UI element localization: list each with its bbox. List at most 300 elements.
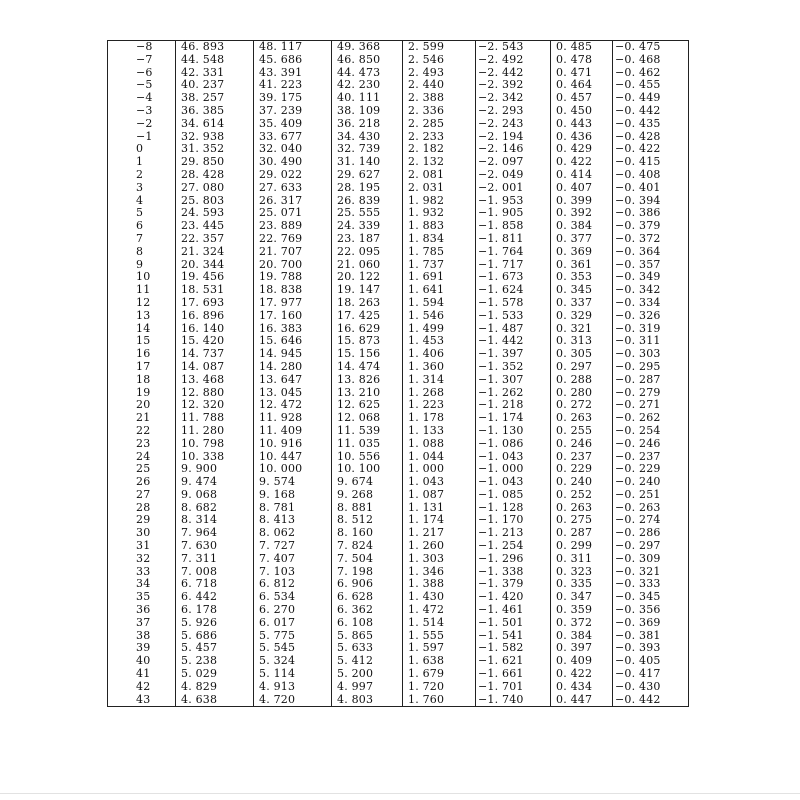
table-cell: 38. 109: [332, 105, 403, 118]
table-cell: 1. 268: [403, 387, 476, 400]
table-cell: −0. 345: [613, 591, 689, 604]
table-cell: 22. 095: [332, 246, 403, 259]
table-cell: −0. 435: [613, 118, 689, 131]
table-cell: 1. 406: [403, 348, 476, 361]
table-cell: 22. 769: [254, 233, 332, 246]
table-cell: −1. 170: [476, 514, 551, 527]
row-index-cell: 34: [108, 578, 176, 591]
table-cell: 12. 472: [254, 399, 332, 412]
table-cell: 6. 534: [254, 591, 332, 604]
row-index-cell: 11: [108, 284, 176, 297]
table-cell: 0. 252: [551, 489, 613, 502]
table-cell: −1. 262: [476, 387, 551, 400]
table-cell: 36. 385: [176, 105, 254, 118]
page-bottom-rule: [0, 793, 800, 794]
table-cell: 1. 785: [403, 246, 476, 259]
table-cell: −1. 254: [476, 540, 551, 553]
table-cell: 2. 546: [403, 54, 476, 67]
table-cell: 0. 436: [551, 131, 613, 144]
table-row: [108, 374, 689, 387]
table-cell: −1. 905: [476, 207, 551, 220]
row-index-cell: 6: [108, 220, 176, 233]
table-row: [108, 41, 689, 54]
table-cell: −1. 128: [476, 502, 551, 515]
table-cell: 24. 593: [176, 207, 254, 220]
table-cell: 5. 114: [254, 668, 332, 681]
table-cell: 0. 329: [551, 310, 613, 323]
table-cell: 11. 539: [332, 425, 403, 438]
table-cell: 17. 425: [332, 310, 403, 323]
table-cell: 0. 369: [551, 246, 613, 259]
table-cell: 15. 420: [176, 335, 254, 348]
row-index-cell: 30: [108, 527, 176, 540]
table-cell: 32. 739: [332, 143, 403, 156]
table-cell: 32. 040: [254, 143, 332, 156]
table-cell: 10. 916: [254, 438, 332, 451]
row-index-cell: 43: [108, 694, 176, 707]
table-cell: −0. 393: [613, 642, 689, 655]
row-index-cell: 15: [108, 335, 176, 348]
table-cell: −1. 541: [476, 630, 551, 643]
table-cell: −0. 462: [613, 67, 689, 80]
table-cell: 1. 133: [403, 425, 476, 438]
table-cell: 7. 504: [332, 553, 403, 566]
table-row: [108, 220, 689, 233]
row-index-cell: −3: [108, 105, 176, 118]
table-cell: −0. 455: [613, 79, 689, 92]
table-cell: 7. 824: [332, 540, 403, 553]
table-cell: 45. 686: [254, 54, 332, 67]
table-cell: −0. 287: [613, 374, 689, 387]
table-cell: −1. 582: [476, 642, 551, 655]
table-cell: −2. 243: [476, 118, 551, 131]
table-cell: 16. 896: [176, 310, 254, 323]
table-cell: 8. 512: [332, 514, 403, 527]
table-cell: 10. 447: [254, 451, 332, 464]
table-cell: −1. 085: [476, 489, 551, 502]
table-cell: 5. 457: [176, 642, 254, 655]
table-cell: 18. 838: [254, 284, 332, 297]
table-cell: 6. 812: [254, 578, 332, 591]
table-cell: −1. 218: [476, 399, 551, 412]
row-index-cell: 36: [108, 604, 176, 617]
table-row: [108, 259, 689, 272]
table-cell: 0. 280: [551, 387, 613, 400]
table-cell: −1. 086: [476, 438, 551, 451]
table-cell: 0. 263: [551, 502, 613, 515]
table-row: [108, 182, 689, 195]
table-cell: −1. 213: [476, 527, 551, 540]
table-row: [108, 527, 689, 540]
table-cell: 1. 932: [403, 207, 476, 220]
table-cell: 26. 317: [254, 195, 332, 208]
table-cell: 1. 430: [403, 591, 476, 604]
row-index-cell: 22: [108, 425, 176, 438]
table-cell: 13. 210: [332, 387, 403, 400]
table-row: [108, 463, 689, 476]
table-cell: 7. 008: [176, 566, 254, 579]
table-cell: −1. 701: [476, 681, 551, 694]
table-row: [108, 694, 689, 707]
table-cell: −0. 401: [613, 182, 689, 195]
table-cell: 5. 865: [332, 630, 403, 643]
table-row: [108, 630, 689, 643]
table-cell: −0. 379: [613, 220, 689, 233]
table-cell: 1. 641: [403, 284, 476, 297]
table-cell: 19. 788: [254, 271, 332, 284]
table-cell: −0. 386: [613, 207, 689, 220]
table-cell: 25. 071: [254, 207, 332, 220]
table-cell: −0. 442: [613, 694, 689, 707]
table-cell: 1. 594: [403, 297, 476, 310]
table-cell: 6. 718: [176, 578, 254, 591]
table-cell: 16. 383: [254, 323, 332, 336]
table-cell: 0. 237: [551, 451, 613, 464]
table-row: [108, 540, 689, 553]
table-row: [108, 156, 689, 169]
table-cell: 0. 434: [551, 681, 613, 694]
table-cell: 0. 272: [551, 399, 613, 412]
table-cell: −1. 461: [476, 604, 551, 617]
table-cell: −2. 194: [476, 131, 551, 144]
table-cell: 13. 647: [254, 374, 332, 387]
table-cell: 0. 407: [551, 182, 613, 195]
table-row: [108, 566, 689, 579]
table-row: [108, 54, 689, 67]
table-cell: 20. 700: [254, 259, 332, 272]
table-cell: 1. 834: [403, 233, 476, 246]
table-cell: −1. 661: [476, 668, 551, 681]
row-index-cell: 33: [108, 566, 176, 579]
table-cell: −2. 146: [476, 143, 551, 156]
table-cell: −1. 130: [476, 425, 551, 438]
table-cell: −0. 334: [613, 297, 689, 310]
table-cell: 0. 299: [551, 540, 613, 553]
table-cell: 18. 531: [176, 284, 254, 297]
table-row: [108, 92, 689, 105]
table-cell: −0. 369: [613, 617, 689, 630]
table-cell: −1. 043: [476, 476, 551, 489]
table-cell: 2. 285: [403, 118, 476, 131]
table-cell: 1. 679: [403, 668, 476, 681]
table-cell: 27. 633: [254, 182, 332, 195]
table-cell: 7. 630: [176, 540, 254, 553]
row-index-cell: 9: [108, 259, 176, 272]
row-index-cell: 27: [108, 489, 176, 502]
row-index-cell: 40: [108, 655, 176, 668]
table-cell: 0. 399: [551, 195, 613, 208]
table-cell: 0. 485: [551, 41, 613, 54]
table-cell: 19. 147: [332, 284, 403, 297]
table-cell: 12. 068: [332, 412, 403, 425]
table-cell: 46. 893: [176, 41, 254, 54]
table-cell: 7. 727: [254, 540, 332, 553]
table-cell: 6. 442: [176, 591, 254, 604]
table-cell: 7. 407: [254, 553, 332, 566]
table-cell: 21. 324: [176, 246, 254, 259]
table-cell: −1. 397: [476, 348, 551, 361]
table-cell: 0. 457: [551, 92, 613, 105]
table-cell: 14. 474: [332, 361, 403, 374]
row-index-cell: 14: [108, 323, 176, 336]
table-cell: −1. 501: [476, 617, 551, 630]
table-cell: 16. 140: [176, 323, 254, 336]
table-row: [108, 591, 689, 604]
table-cell: 13. 045: [254, 387, 332, 400]
row-index-cell: 17: [108, 361, 176, 374]
table-row: [108, 361, 689, 374]
row-index-cell: 23: [108, 438, 176, 451]
row-index-cell: −1: [108, 131, 176, 144]
table-cell: 33. 677: [254, 131, 332, 144]
table-row: [108, 323, 689, 336]
table-cell: 5. 545: [254, 642, 332, 655]
table-cell: 44. 473: [332, 67, 403, 80]
table-cell: 13. 826: [332, 374, 403, 387]
table-cell: 9. 168: [254, 489, 332, 502]
table-cell: −1. 764: [476, 246, 551, 259]
table-cell: −0. 475: [613, 41, 689, 54]
table-cell: 10. 556: [332, 451, 403, 464]
table-cell: 29. 850: [176, 156, 254, 169]
table-cell: 0. 240: [551, 476, 613, 489]
table-cell: 1. 555: [403, 630, 476, 643]
table-row: [108, 118, 689, 131]
row-index-cell: 0: [108, 143, 176, 156]
table-row: [108, 207, 689, 220]
table-cell: 1. 720: [403, 681, 476, 694]
table-cell: −0. 295: [613, 361, 689, 374]
row-index-cell: 38: [108, 630, 176, 643]
table-row: [108, 284, 689, 297]
row-index-cell: −6: [108, 67, 176, 80]
table-cell: 25. 803: [176, 195, 254, 208]
table-row: [108, 67, 689, 80]
table-cell: −0. 319: [613, 323, 689, 336]
table-cell: −1. 533: [476, 310, 551, 323]
table-cell: −2. 392: [476, 79, 551, 92]
row-index-cell: 19: [108, 387, 176, 400]
table-cell: −0. 303: [613, 348, 689, 361]
table-cell: 41. 223: [254, 79, 332, 92]
row-index-cell: 10: [108, 271, 176, 284]
table-cell: 1. 514: [403, 617, 476, 630]
table-cell: 0. 347: [551, 591, 613, 604]
table-cell: 2. 599: [403, 41, 476, 54]
row-index-cell: 20: [108, 399, 176, 412]
table-row: [108, 348, 689, 361]
table-cell: 4. 997: [332, 681, 403, 694]
table-cell: 1. 044: [403, 451, 476, 464]
table-row: [108, 425, 689, 438]
table-cell: 28. 195: [332, 182, 403, 195]
table-cell: 31. 352: [176, 143, 254, 156]
table-cell: 0. 337: [551, 297, 613, 310]
table-cell: 12. 880: [176, 387, 254, 400]
table-row: [108, 642, 689, 655]
table-row: [108, 195, 689, 208]
row-index-cell: −7: [108, 54, 176, 67]
table-cell: −0. 430: [613, 681, 689, 694]
table-cell: −1. 624: [476, 284, 551, 297]
table-row: [108, 655, 689, 668]
table-cell: −1. 307: [476, 374, 551, 387]
table-cell: −2. 293: [476, 105, 551, 118]
table-cell: 15. 873: [332, 335, 403, 348]
table-cell: 4. 803: [332, 694, 403, 707]
table-cell: 15. 156: [332, 348, 403, 361]
row-index-cell: 41: [108, 668, 176, 681]
table-cell: −0. 442: [613, 105, 689, 118]
table-cell: −0. 422: [613, 143, 689, 156]
table-cell: 25. 555: [332, 207, 403, 220]
table-cell: −0. 271: [613, 399, 689, 412]
table-cell: −1. 000: [476, 463, 551, 476]
table-cell: −1. 858: [476, 220, 551, 233]
row-index-cell: 3: [108, 182, 176, 195]
table-cell: 2. 493: [403, 67, 476, 80]
row-index-cell: 35: [108, 591, 176, 604]
table-cell: −1. 953: [476, 195, 551, 208]
table-cell: 2. 031: [403, 182, 476, 195]
table-cell: −2. 492: [476, 54, 551, 67]
table-cell: 32. 938: [176, 131, 254, 144]
table-cell: 44. 548: [176, 54, 254, 67]
table-cell: 1. 303: [403, 553, 476, 566]
table-cell: 0. 263: [551, 412, 613, 425]
row-index-cell: 24: [108, 451, 176, 464]
table-cell: 42. 331: [176, 67, 254, 80]
table-cell: 0. 414: [551, 169, 613, 182]
table-row: [108, 399, 689, 412]
table-row: [108, 476, 689, 489]
table-cell: 4. 720: [254, 694, 332, 707]
table-cell: 19. 456: [176, 271, 254, 284]
table-cell: 0. 447: [551, 694, 613, 707]
table-cell: 11. 409: [254, 425, 332, 438]
table-cell: 43. 391: [254, 67, 332, 80]
table-cell: 1. 260: [403, 540, 476, 553]
table-row: [108, 143, 689, 156]
table-cell: 13. 468: [176, 374, 254, 387]
table-cell: 28. 428: [176, 169, 254, 182]
table-row: [108, 271, 689, 284]
table-cell: 0. 297: [551, 361, 613, 374]
table-cell: 6. 108: [332, 617, 403, 630]
row-index-cell: 13: [108, 310, 176, 323]
data-table: [107, 40, 689, 707]
table-cell: −1. 043: [476, 451, 551, 464]
table-cell: 2. 336: [403, 105, 476, 118]
table-cell: 9. 268: [332, 489, 403, 502]
table-cell: 14. 087: [176, 361, 254, 374]
table-cell: −0. 408: [613, 169, 689, 182]
table-cell: 0. 361: [551, 259, 613, 272]
table-row: [108, 105, 689, 118]
row-index-cell: 29: [108, 514, 176, 527]
table-cell: 2. 388: [403, 92, 476, 105]
row-index-cell: 2: [108, 169, 176, 182]
table-cell: −0. 311: [613, 335, 689, 348]
table-cell: 2. 182: [403, 143, 476, 156]
table-cell: 2. 233: [403, 131, 476, 144]
table-cell: 1. 388: [403, 578, 476, 591]
table-row: [108, 451, 689, 464]
table-cell: 9. 474: [176, 476, 254, 489]
table-cell: 23. 889: [254, 220, 332, 233]
table-cell: 15. 646: [254, 335, 332, 348]
row-index-cell: 18: [108, 374, 176, 387]
table-cell: 1. 760: [403, 694, 476, 707]
table-cell: 8. 881: [332, 502, 403, 515]
table-cell: 1. 346: [403, 566, 476, 579]
table-cell: 1. 314: [403, 374, 476, 387]
table-cell: 27. 080: [176, 182, 254, 195]
table-cell: 1. 223: [403, 399, 476, 412]
table-cell: −0. 321: [613, 566, 689, 579]
table-cell: 5. 412: [332, 655, 403, 668]
table-cell: 9. 574: [254, 476, 332, 489]
table-body: [108, 41, 689, 707]
table-cell: 24. 339: [332, 220, 403, 233]
table-cell: 17. 160: [254, 310, 332, 323]
table-cell: 1. 597: [403, 642, 476, 655]
table-cell: 6. 178: [176, 604, 254, 617]
table-cell: −1. 717: [476, 259, 551, 272]
table-cell: 1. 546: [403, 310, 476, 323]
table-cell: 29. 022: [254, 169, 332, 182]
table-cell: 34. 430: [332, 131, 403, 144]
table-cell: 5. 200: [332, 668, 403, 681]
table-row: [108, 131, 689, 144]
table-cell: 9. 068: [176, 489, 254, 502]
table-cell: 1. 087: [403, 489, 476, 502]
table-cell: −0. 262: [613, 412, 689, 425]
table-cell: −0. 357: [613, 259, 689, 272]
table-cell: 8. 682: [176, 502, 254, 515]
table-cell: 0. 275: [551, 514, 613, 527]
table-cell: 1. 453: [403, 335, 476, 348]
table-cell: 0. 464: [551, 79, 613, 92]
table-cell: 7. 964: [176, 527, 254, 540]
table-cell: 1. 043: [403, 476, 476, 489]
row-index-cell: −4: [108, 92, 176, 105]
table-cell: −2. 342: [476, 92, 551, 105]
table-cell: 10. 338: [176, 451, 254, 464]
table-row: [108, 310, 689, 323]
table-cell: 1. 691: [403, 271, 476, 284]
table-cell: −0. 274: [613, 514, 689, 527]
table-cell: 6. 017: [254, 617, 332, 630]
table-cell: −0. 326: [613, 310, 689, 323]
table-cell: 23. 445: [176, 220, 254, 233]
table-cell: 8. 160: [332, 527, 403, 540]
table-cell: 1. 178: [403, 412, 476, 425]
row-index-cell: 32: [108, 553, 176, 566]
table-row: [108, 412, 689, 425]
table-row: [108, 668, 689, 681]
table-cell: −1. 338: [476, 566, 551, 579]
table-cell: 6. 628: [332, 591, 403, 604]
table-cell: 46. 850: [332, 54, 403, 67]
table-cell: 0. 471: [551, 67, 613, 80]
table-cell: −1. 740: [476, 694, 551, 707]
table-cell: 8. 314: [176, 514, 254, 527]
table-row: [108, 297, 689, 310]
row-index-cell: 37: [108, 617, 176, 630]
table-cell: 0. 392: [551, 207, 613, 220]
table-cell: 1. 737: [403, 259, 476, 272]
